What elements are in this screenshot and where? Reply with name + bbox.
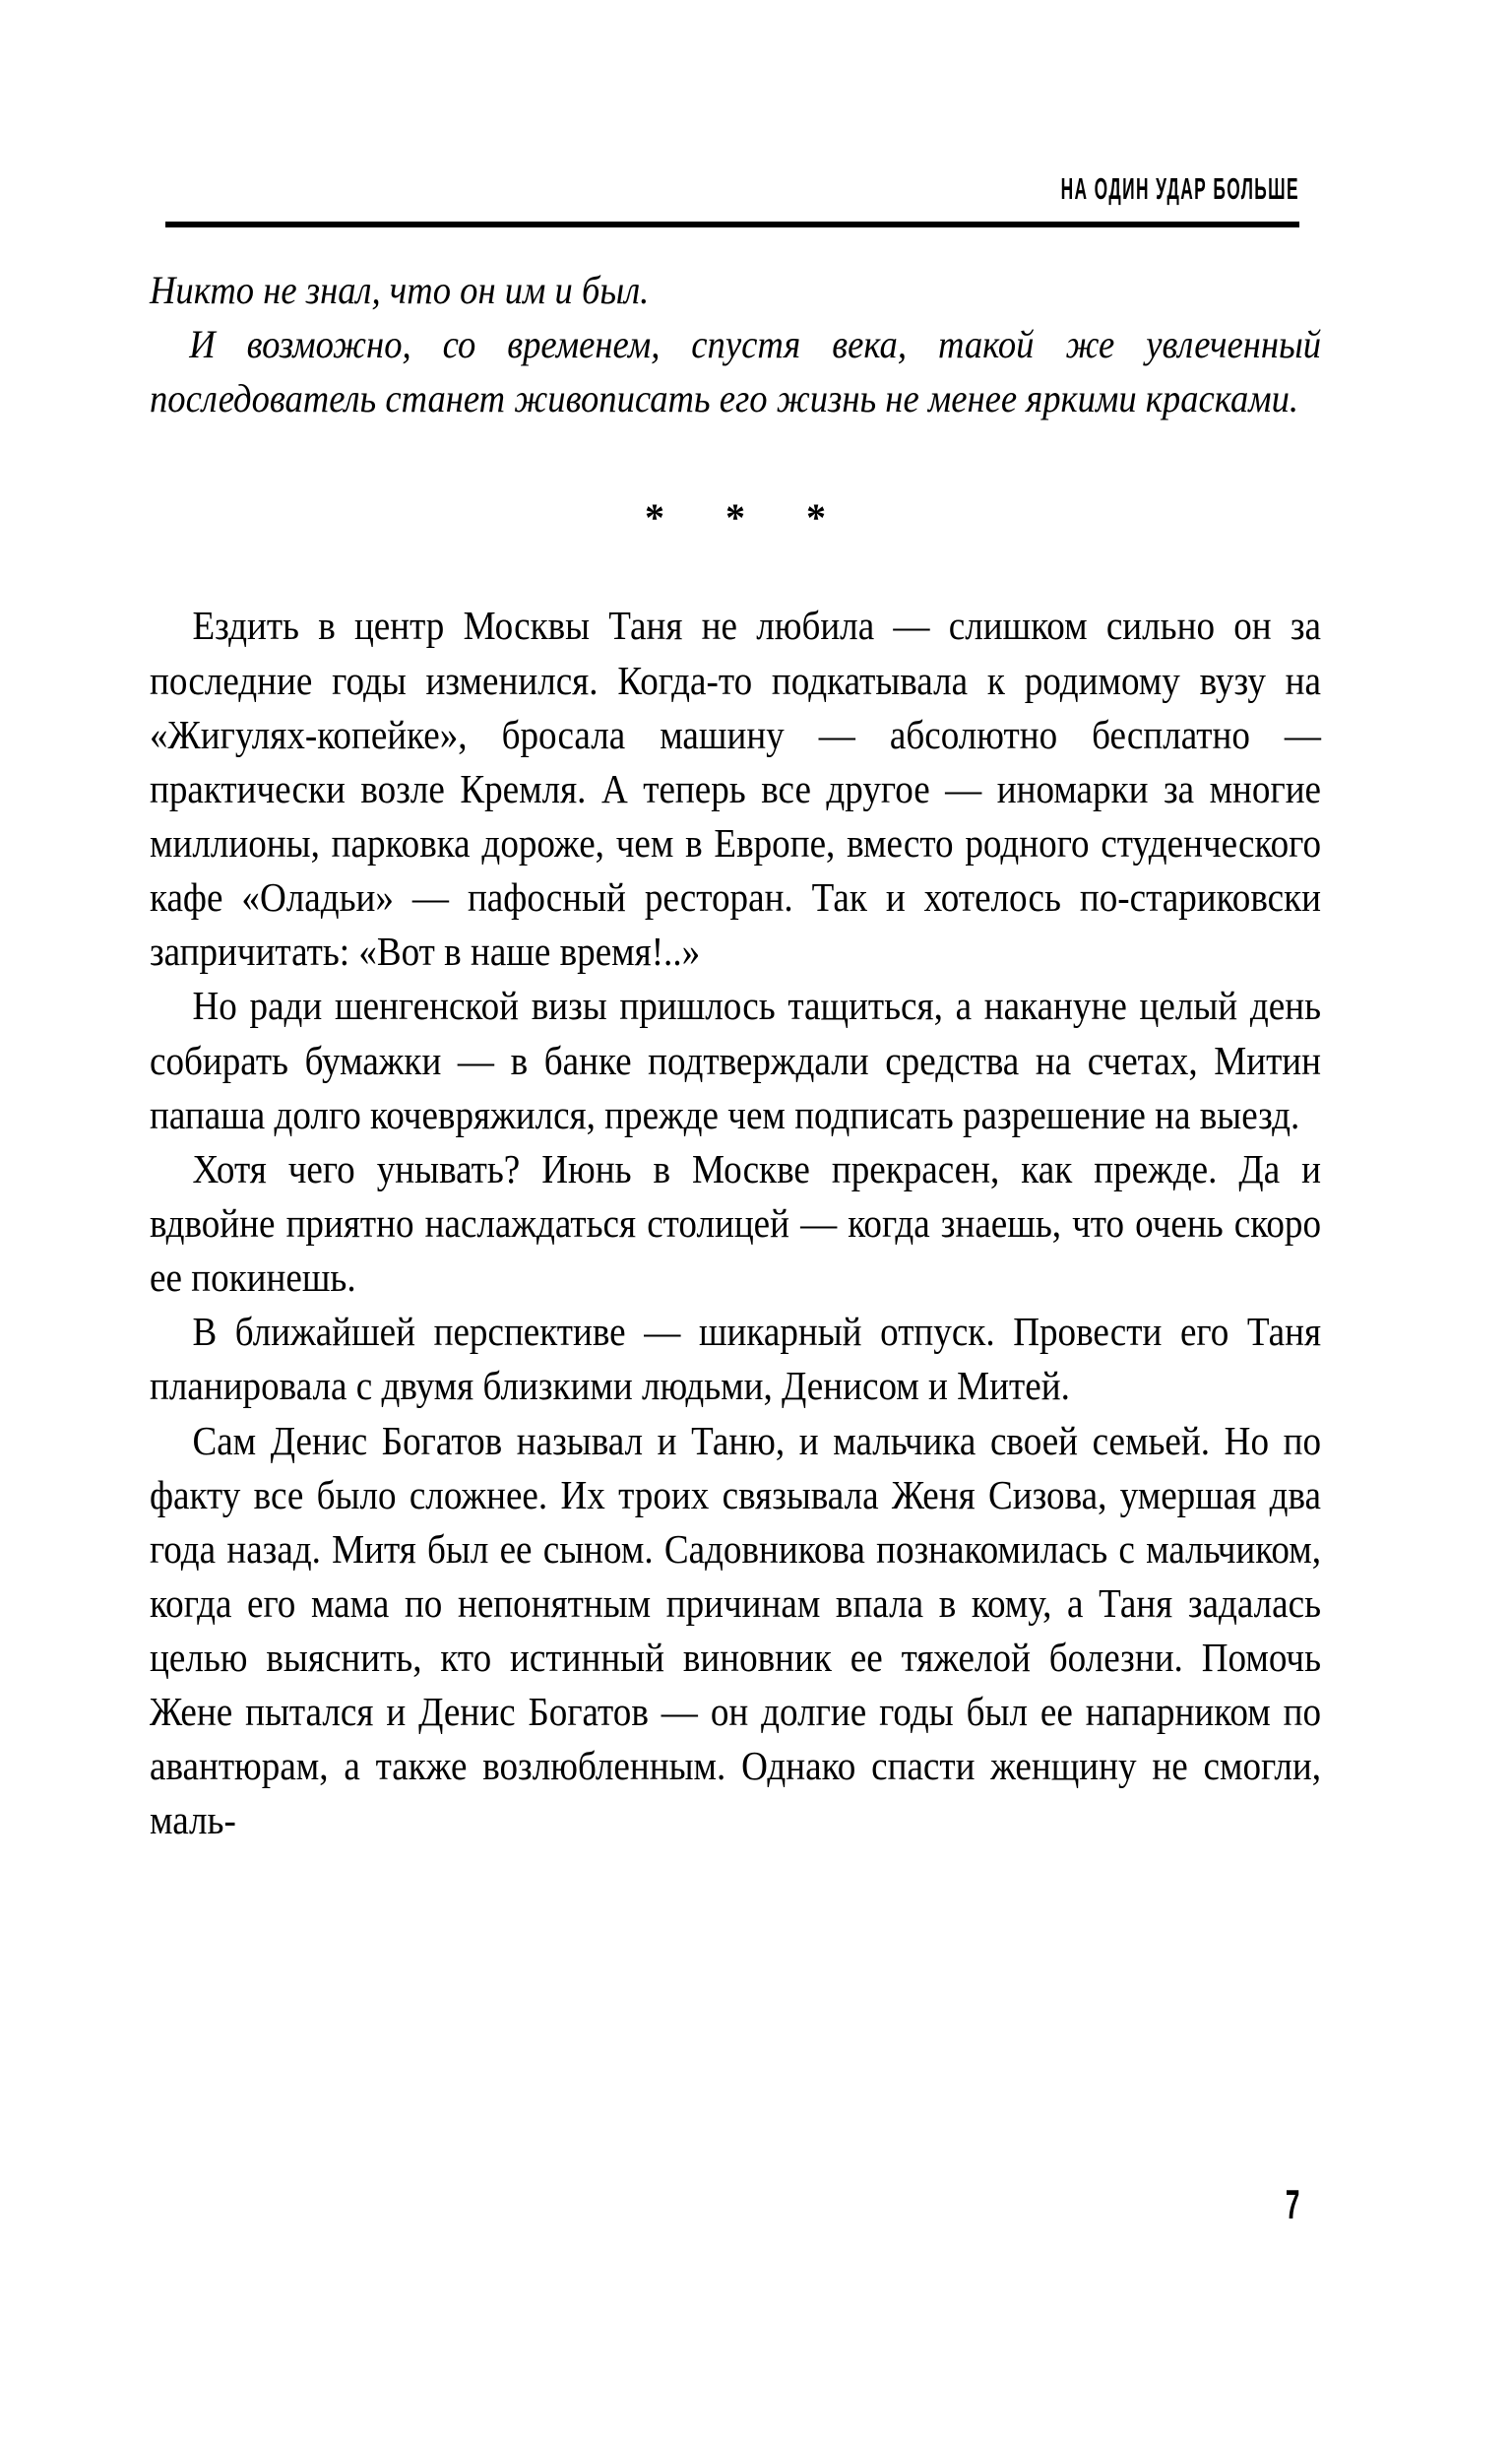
page-number-value: 7	[1285, 2181, 1299, 2227]
text-column	[150, 264, 1321, 1848]
header-divider-rule	[165, 222, 1299, 227]
page-number	[165, 2181, 1299, 2227]
body-paragraph: Но ради шенгенской визы пришлось тащиться, а накануне целый день собирать бумажки — в банке подтверждали средства на счетах, Митин папаша долго кочевряжился, прежде чем подписать разрешение на выезд.	[150, 983, 1322, 1137]
body-paragraph: Хотя чего унывать? Июнь в Москве прекрасен, как прежде. Да и вдвойне приятно наслаждаться столицей — когда знаешь, что очень скоро ее покинешь.	[150, 1145, 1322, 1301]
section-separator-asterisks: * * *	[645, 495, 851, 541]
page-header	[165, 173, 1299, 204]
epigraph-block	[150, 264, 1321, 425]
body-paragraph: Сам Денис Богатов называл и Таню, и мальчика своей семьей. Но по факту все было сложнее. Их троих связывала Женя Сизова, умершая два года назад. Митя был ее сыном. Садовникова познакомилась с мальчиком, когда его мама по непонятным причинам впала в кому, а Таня задалась целью выяснить, кто истинный виновник ее тяжелой болезни. Помочь Жене пытался и Денис Богатов — он долгие годы был ее напарником по авантюрам, а также возлюбленным. Однако спасти женщину не смогли, маль-	[150, 1417, 1322, 1843]
body-text-block	[150, 599, 1321, 1847]
body-paragraph: В ближайшей перспективе — шикарный отпуск. Провести его Таня планировала с двумя близкими людьми, Денисом и Митей.	[150, 1309, 1322, 1409]
epigraph-paragraph: Никто не знал, что он им и был.	[150, 268, 650, 312]
body-paragraph: Ездить в центр Москвы Таня не любила — слишком сильно он за последние годы изменился. Когда-то подкатывала к родимому вузу на «Жигулях-копейке», бросала машину — абсолютно бесплатно — практически возле Кремля. А теперь все другое — иномарки за многие миллионы, парковка дороже, чем в Европе, вместо родного студенческого кафе «Оладьи» — пафосный ресторан. Так и хотелось по-стариковски запричитать: «Вот в наше время!..»	[150, 603, 1322, 975]
epigraph-paragraph: И возможно, со временем, спустя века, такой же увлеченный последователь станет живописать его жизнь не менее яркими красками.	[150, 321, 1322, 420]
running-head: НА ОДИН УДАР БОЛЬШЕ	[1060, 171, 1299, 206]
